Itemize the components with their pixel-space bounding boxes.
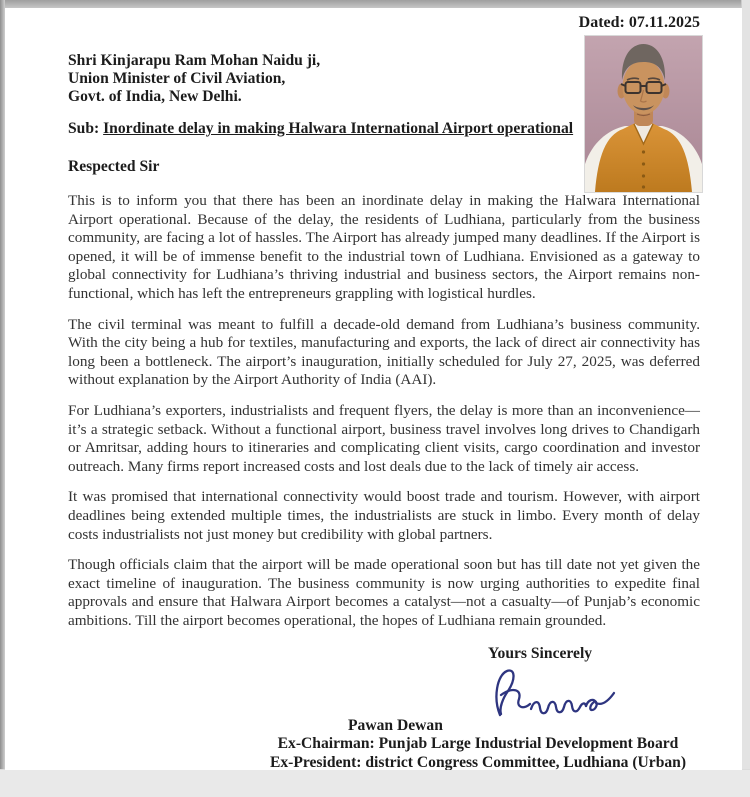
paragraph-2: The civil terminal was meant to fulfill a decade-old demand from Ludhiana’s business community. With the city being a hub for textiles, manufacturing and exports, the lack of direct air connectivity has long been a bottleneck. The airport’s inauguration, initially scheduled for July 27, 2025, was deferred without explanation by the Airport Authority of India (AAI). [68,315,700,389]
signer-title-1: Ex-Chairman: Punjab Large Industrial Development Board [277,735,679,753]
recipient-address [68,52,498,106]
signer-name: Pawan Dewan [348,717,443,735]
letter-page [5,8,742,770]
window-frame-right [741,0,750,797]
paragraph-3: For Ludhiana’s exporters, industrialists and frequent flyers, the delay is more than an inconvenience—it’s a strategic setback. Without a functional airport, business travel involves long drives to Chandigarh or Amritsar, adding hours to itineraries and complicating client visits, cargo coordination and investor outreach. Many firms report increased costs and lost deals due to the lack of timely air access. [68,401,700,475]
recipient-line-1: Shri Kinjarapu Ram Mohan Naidu ji, [68,52,321,69]
paragraph-4: It was promised that international connectivity would boost trade and tourism. However, with airport deadlines being extended multiple times, the industrialists are stuck in limbo. Every month of delay costs industrialists not just money but credibility with global partners. [68,488,700,543]
signature-handwriting [486,665,621,717]
subject-prefix: Sub: [68,120,104,137]
window-frame-top [0,0,750,8]
closing-phrase: Yours Sincerely [488,645,593,663]
salutation: Respected Sir [68,158,160,175]
portrait-photo [585,36,702,192]
window-frame-bottom [0,769,750,797]
portrait-photo-graphic [585,36,702,192]
letter-date: Dated: 07.11.2025 [578,14,700,31]
paragraph-1: This is to inform you that there has been an inordinate delay in making the Halwara International Airport operational. Because of the delay, the residents of Ludhiana, particularly from the business community, are facing a lot of hassles. The Airport has already jumped many deadlines. If the Airport is opened, it will be of immense benefit to the industrial town of Ludhiana. Envisioned as a gateway to global connectivity for Ludhiana’s thriving industrial and business sectors, the Airport remains non-functional, which has left the entrepreneurs grappling with logistical hurdles. [68,192,700,302]
recipient-line-2: Union Minister of Civil Aviation, [68,70,286,87]
paragraph-5: Though officials claim that the airport will be made operational soon but has till date not yet given the exact timeline of inauguration. The business community is now urging authorities to expedite final approvals and ensure that Halwara Airport becomes a catalyst—not a casualty—of Punjab’s economic ambitions. Till the airport becomes operational, the hopes of Ludhiana remain grounded. [68,556,700,629]
recipient-line-3: Govt. of India, New Delhi. [68,88,242,105]
subject-text: Inordinate delay in making Halwara International Airport operational [103,120,574,137]
signer-block [258,717,698,770]
signer-title-2: Ex-President: district Congress Committee, Ludhiana (Urban) [269,753,687,770]
